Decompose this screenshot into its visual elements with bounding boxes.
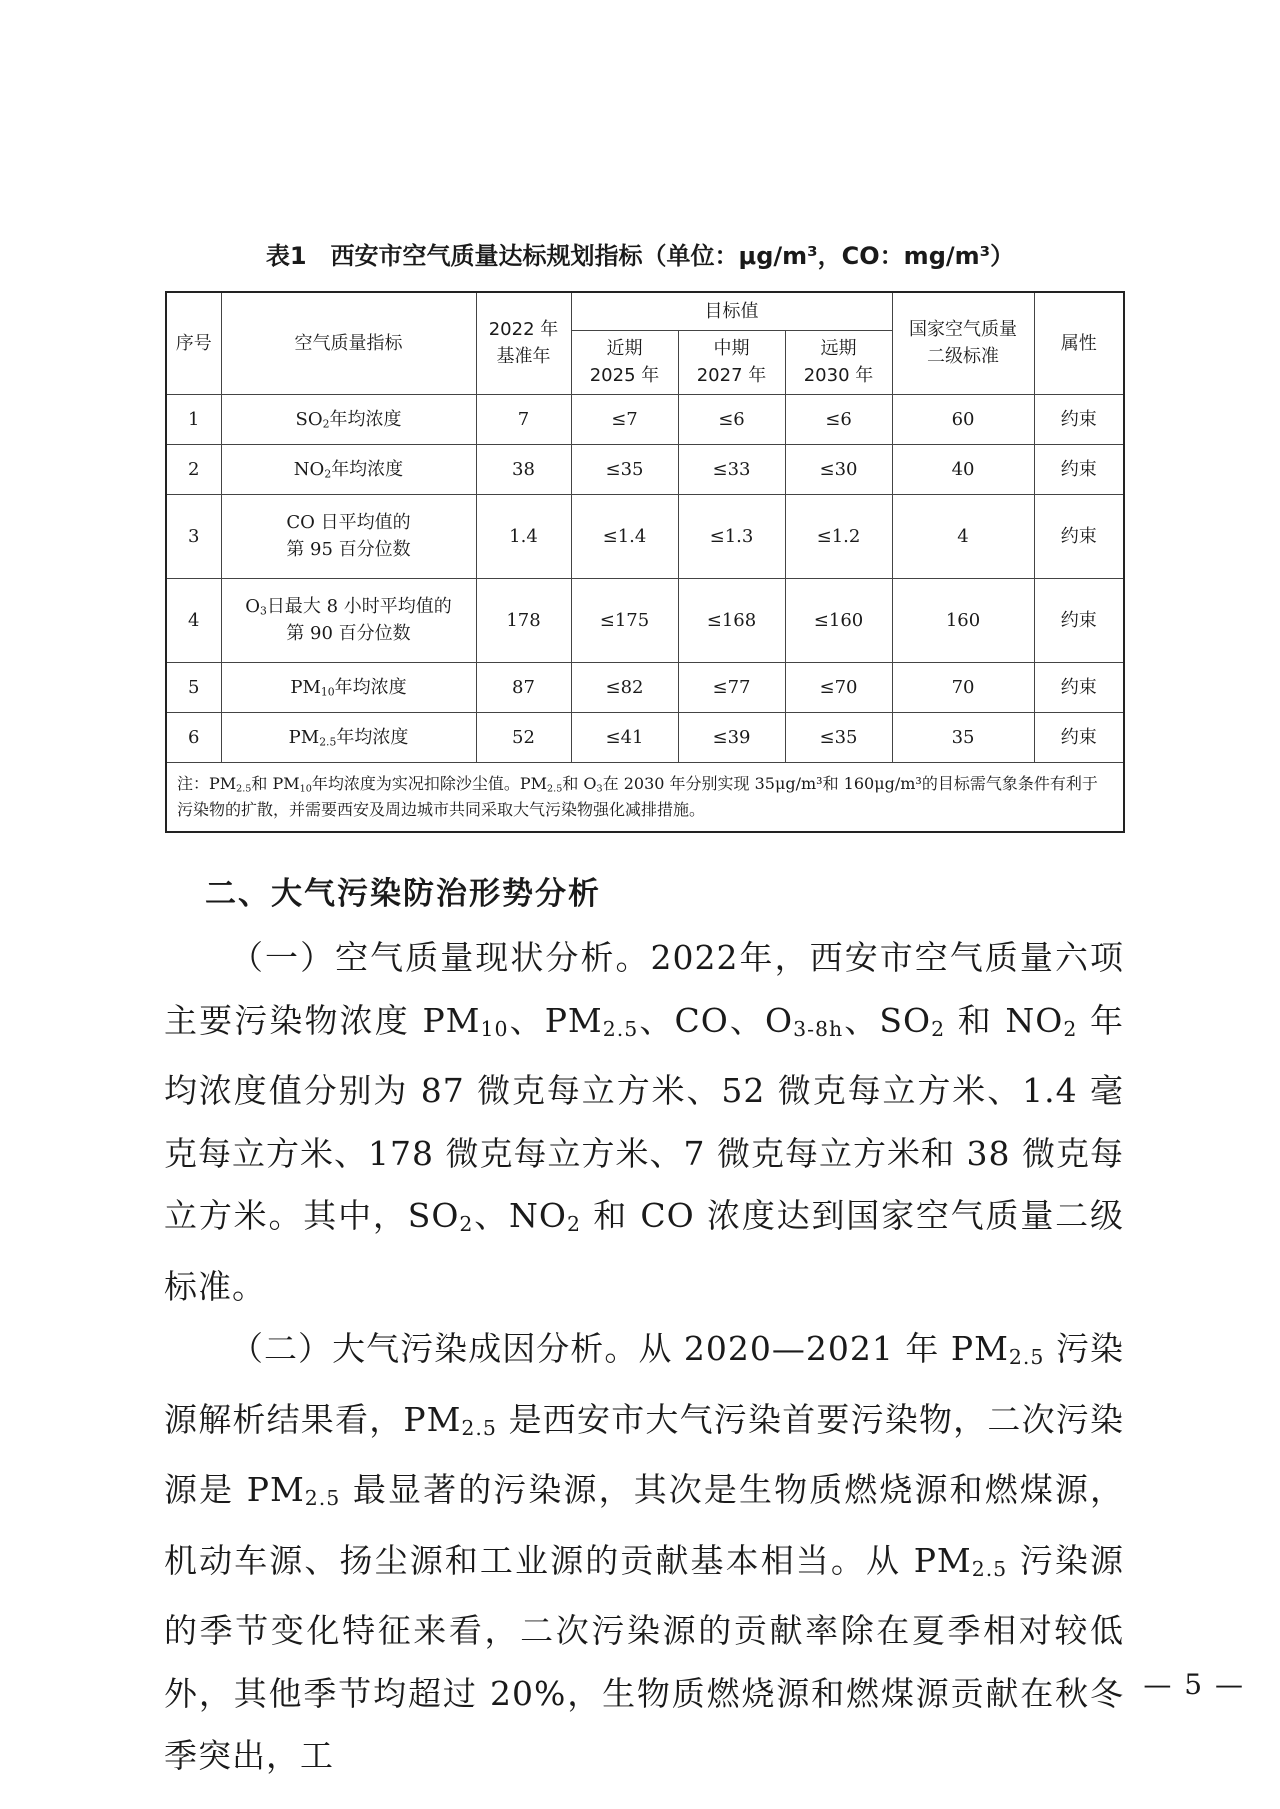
- cell-standard: 160: [892, 578, 1034, 662]
- header-far-line2: 2030 年: [803, 365, 874, 386]
- header-base-year-line2: 基准年: [496, 346, 551, 368]
- header-mid-term: [678, 330, 785, 394]
- cell-attribute: 约束: [1034, 394, 1124, 444]
- cell-standard: 35: [892, 712, 1034, 762]
- section-heading: 二、大气污染防治形势分析: [205, 876, 601, 912]
- cell-attribute: 约束: [1034, 712, 1124, 762]
- paragraph-pollution-causes: （二）大气污染成因分析。从 2020—2021 年 $PM_{2.5}$ 污染源解析结果看，$PM_{2.5}$ 是西安市大气污染首要污染物，二次污染源是 $PM_{2.5}$ 最显著的污染源，其次是生物质燃烧源和燃煤源，机动车源、扬尘源和工业源的贡献基本相当。从 $PM_{2.5}$ 污染源的季节变化特征来看，二次污染源的贡献率除在夏季相对较低外，其他季节均超过 20%，生物质燃烧源和燃煤源贡献在秋冬季突出，工: [164, 1329, 1125, 1776]
- cell-seq: 2: [166, 444, 221, 494]
- table-note-row: [166, 762, 1124, 832]
- header-near-line2: 2025 年: [589, 365, 660, 386]
- table-caption: 表1 西安市空气质量达标规划指标（单位：μg/m³，CO：mg/m³）: [265, 242, 1015, 270]
- cell-standard: 70: [892, 662, 1034, 712]
- cell-far: ≤1.2: [785, 494, 892, 578]
- cell-indicator: $O_3$日最大 8 小时平均值的 第 90 百分位数: [221, 578, 476, 662]
- cell-far: ≤160: [785, 578, 892, 662]
- header-standard-line1: 国家空气质量: [909, 319, 1018, 341]
- header-attribute: 属性: [1034, 292, 1124, 394]
- cell-attribute: 约束: [1034, 578, 1124, 662]
- cell-base: 38: [476, 444, 571, 494]
- header-standard-line2: 二级标准: [927, 346, 1000, 368]
- table-row: [166, 444, 1124, 494]
- cell-far: ≤30: [785, 444, 892, 494]
- cell-indicator: $SO_2$年均浓度: [221, 394, 476, 444]
- cell-base: 7: [476, 394, 571, 444]
- cell-standard: 4: [892, 494, 1034, 578]
- body-text: [164, 927, 1124, 1788]
- header-mid-line1: 中期: [713, 338, 750, 359]
- cell-attribute: 约束: [1034, 662, 1124, 712]
- cell-base: 1.4: [476, 494, 571, 578]
- cell-near: ≤175: [571, 578, 678, 662]
- cell-indicator: CO 日平均值的 第 95 百分位数: [221, 494, 476, 578]
- table-row: [166, 394, 1124, 444]
- cell-indicator: $NO_2$年均浓度: [221, 444, 476, 494]
- cell-mid: ≤168: [678, 578, 785, 662]
- cell-base: 52: [476, 712, 571, 762]
- table-row: [166, 578, 1124, 662]
- header-near-line1: 近期: [606, 338, 643, 359]
- cell-attribute: 约束: [1034, 494, 1124, 578]
- table-note: 注：$PM_{2.5}$和 $PM_{10}$年均浓度为实况扣除沙尘值。$PM_{2.5}$和 $O_3$在 2030 年分别实现 35μg/m³和 160μg/m³的目标需气象条件有利于污染物的扩散，并需要西安及周边城市共同采取大气污染物强化减排措施。: [166, 762, 1124, 832]
- cell-seq: 5: [166, 662, 221, 712]
- cell-seq: 1: [166, 394, 221, 444]
- cell-near: ≤82: [571, 662, 678, 712]
- header-mid-line2: 2027 年: [696, 365, 767, 386]
- header-base-year: [476, 292, 571, 394]
- table-row: [166, 712, 1124, 762]
- cell-seq: 6: [166, 712, 221, 762]
- header-indicator: 空气质量指标: [221, 292, 476, 394]
- table-row: [166, 662, 1124, 712]
- header-seq: 序号: [166, 292, 221, 394]
- header-national-standard: [892, 292, 1034, 394]
- paragraph-air-quality-status: （一）空气质量现状分析。2022年，西安市空气质量六项主要污染物浓度 $PM_{10}$、$PM_{2.5}$、CO、$O_{3-8h}$、$SO_2$ 和 $NO_2$ 年均浓度值分别为 87 微克每立方米、52 微克每立方米、1.4 毫克每立方米、178 微克每立方米、7 微克每立方米和 38 微克每立方米。其中，$SO_2$、$NO_2$ 和 CO 浓度达到国家空气质量二级标准。: [164, 938, 1124, 1306]
- table-row: [166, 494, 1124, 578]
- cell-near: ≤35: [571, 444, 678, 494]
- cell-mid: ≤39: [678, 712, 785, 762]
- air-quality-target-table: [165, 291, 1125, 833]
- cell-far: ≤70: [785, 662, 892, 712]
- cell-mid: ≤33: [678, 444, 785, 494]
- cell-attribute: 约束: [1034, 444, 1124, 494]
- cell-near: ≤1.4: [571, 494, 678, 578]
- cell-far: ≤6: [785, 394, 892, 444]
- header-long-term: [785, 330, 892, 394]
- header-near-term: [571, 330, 678, 394]
- cell-near: ≤41: [571, 712, 678, 762]
- cell-mid: ≤1.3: [678, 494, 785, 578]
- cell-mid: ≤77: [678, 662, 785, 712]
- cell-base: 87: [476, 662, 571, 712]
- cell-seq: 4: [166, 578, 221, 662]
- cell-indicator: $PM_{10}$年均浓度: [221, 662, 476, 712]
- header-target: 目标值: [571, 292, 892, 330]
- header-far-line1: 远期: [820, 338, 857, 359]
- cell-indicator: $PM_{2.5}$年均浓度: [221, 712, 476, 762]
- cell-base: 178: [476, 578, 571, 662]
- cell-standard: 40: [892, 444, 1034, 494]
- cell-standard: 60: [892, 394, 1034, 444]
- header-base-year-line1: 2022 年: [488, 319, 559, 341]
- page-number: — 5 —: [1143, 1668, 1245, 1701]
- cell-near: ≤7: [571, 394, 678, 444]
- cell-seq: 3: [166, 494, 221, 578]
- cell-mid: ≤6: [678, 394, 785, 444]
- cell-far: ≤35: [785, 712, 892, 762]
